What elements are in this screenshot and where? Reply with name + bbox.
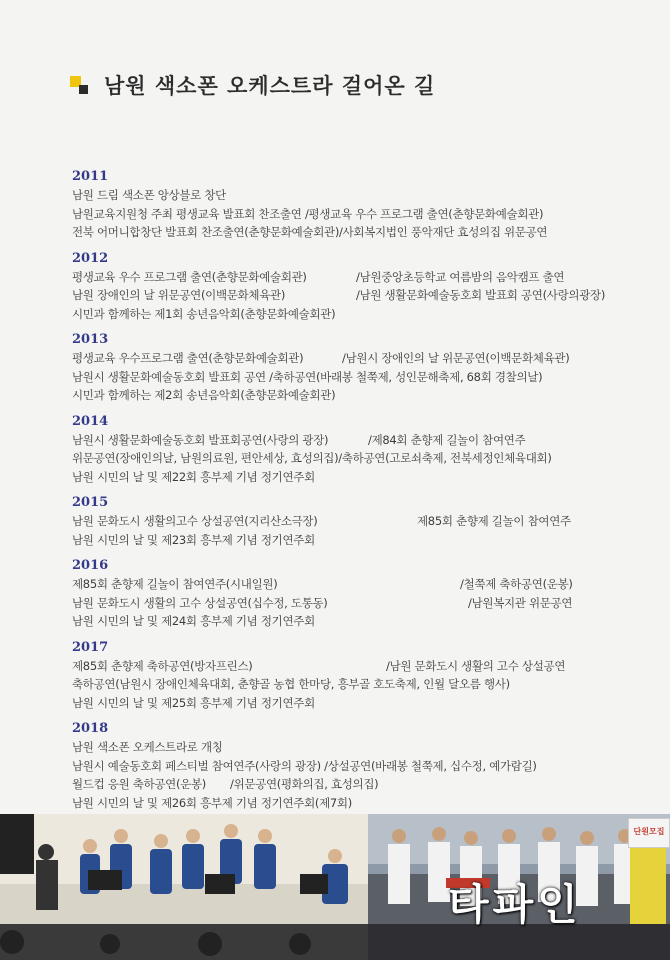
timeline-entry-text: 남원교육지원청 주최 평생교육 발표회 찬조출연 /평생교육 우수 프로그램 출연(춘향문화예술회관) bbox=[72, 206, 544, 221]
timeline-entry-text: /남원 생활문화예술동호회 발표회 공연(사랑의광장) bbox=[356, 288, 606, 302]
timeline-entry-text: 남원 시민의 날 및 제22회 흥부제 기념 정기연주회 bbox=[72, 469, 315, 484]
year-heading: 2017 bbox=[72, 639, 109, 655]
timeline-entry-text: 남원 문화도시 생활의 고수 상설공연(십수정, 도통동) bbox=[72, 595, 328, 610]
timeline-entry-text: 남원 장애인의 날 위문공연(이백문화체육관) bbox=[72, 288, 285, 302]
timeline-entry-text: 남원 색소폰 오케스트라로 개칭 bbox=[72, 740, 223, 754]
timeline-entry bbox=[72, 468, 632, 487]
timeline-entry-text: /남원 문화도시 생활의 고수 상설공연 bbox=[386, 658, 566, 673]
year-block-2016 bbox=[72, 557, 632, 631]
title-bullet-icon bbox=[70, 76, 92, 98]
timeline-entry bbox=[72, 657, 632, 676]
timeline-entry-text: 제85회 춘향제 축하공연(방자프린스) bbox=[72, 658, 253, 673]
year-block-2013 bbox=[72, 331, 632, 405]
timeline-entry bbox=[72, 286, 632, 305]
recruitment-sign: 단원모집 bbox=[628, 818, 670, 848]
timeline-entry-text: 시민과 함께하는 제1회 송년음악회(춘향문화예술회관) bbox=[72, 306, 336, 321]
timeline-entry bbox=[72, 575, 632, 594]
timeline-entry-text: 월드컵 응원 축하공연(운봉) bbox=[72, 777, 206, 791]
timeline-entry bbox=[72, 268, 632, 287]
timeline-entry-text: /남원시 장애인의 날 위문공연(이백문화체육관) bbox=[342, 351, 570, 365]
timeline-entry bbox=[72, 757, 632, 776]
timeline-entry-text: 남원시 생활문화예술동호회 발표회공연(사랑의 광장) bbox=[72, 432, 329, 447]
timeline-entry bbox=[72, 675, 632, 694]
year-block-2018 bbox=[72, 720, 632, 812]
timeline-entry-text: /남원복지관 위문공연 bbox=[468, 595, 573, 610]
timeline-entry-text: 남원 시민의 날 및 제25회 흥부제 기념 정기연주회 bbox=[72, 695, 315, 710]
year-block-2014 bbox=[72, 413, 632, 487]
year-block-2011 bbox=[72, 168, 632, 242]
timeline bbox=[72, 168, 632, 820]
timeline-entry bbox=[72, 794, 632, 813]
timeline-entry-text: 남원 시민의 날 및 제24회 흥부제 기념 정기연주회 bbox=[72, 614, 315, 628]
timeline-entry-text: /남원중앙초등학교 여름밤의 음악캠프 출연 bbox=[356, 269, 565, 284]
year-heading: 2016 bbox=[72, 558, 109, 573]
timeline-entry-text: 남원 문화도시 생활의고수 상설공연(지리산소극장) bbox=[72, 514, 318, 528]
year-heading: 2018 bbox=[72, 721, 109, 736]
year-block-2012 bbox=[72, 250, 632, 324]
timeline-entry bbox=[72, 531, 632, 550]
timeline-entry-text: /제84회 춘향제 길놀이 참여연주 bbox=[368, 432, 526, 447]
timeline-entry bbox=[72, 775, 632, 794]
timeline-entry bbox=[72, 186, 632, 205]
timeline-entry bbox=[72, 694, 632, 713]
timeline-entry-text: 위문공연(장애인의날, 남원의료원, 편안세상, 효성의집)/축하공연(고로쇠축제, 전북세정인체육대회) bbox=[72, 451, 552, 465]
timeline-entry-text: 시민과 함께하는 제2회 송년음악회(춘향문화예술회관) bbox=[72, 388, 336, 402]
year-heading: 2015 bbox=[72, 495, 109, 510]
timeline-entry-text: /철쭉제 축하공연(운봉) bbox=[460, 577, 573, 591]
timeline-entry-text: /위문공연(평화의집, 효성의집) bbox=[230, 777, 379, 791]
year-heading: 2014 bbox=[72, 413, 109, 429]
timeline-entry-text: 축하공연(남원시 장애인체육대회, 춘향골 농협 한마당, 흥부골 호도축제, 인월 달오름 행사) bbox=[72, 677, 510, 691]
timeline-entry bbox=[72, 431, 632, 450]
timeline-entry bbox=[72, 449, 632, 468]
timeline-entry-text: 전북 어머니합창단 발표회 찬조출연(춘향문화예술회관)/사회복지법인 풍악재단 효성의집 위문공연 bbox=[72, 225, 548, 239]
timeline-entry bbox=[72, 594, 632, 613]
timeline-entry bbox=[72, 349, 632, 368]
tapain-logo: 타파인 bbox=[448, 880, 582, 929]
year-heading: 2013 bbox=[72, 332, 109, 347]
year-block-2015 bbox=[72, 494, 632, 549]
page-title: 남원 색소폰 오케스트라 걸어온 길 bbox=[104, 74, 436, 98]
timeline-entry-text: 남원 시민의 날 및 제23회 흥부제 기념 정기연주회 bbox=[72, 532, 315, 547]
timeline-entry-text: 남원 시민의 날 및 제26회 흥부제 기념 정기연주회(제7회) bbox=[72, 795, 352, 810]
timeline-entry bbox=[72, 612, 632, 631]
timeline-entry-text: 제85회 춘향제 길놀이 참여연주(시내일원) bbox=[72, 577, 278, 591]
timeline-entry-text: 제85회 춘향제 길놀이 참여연주 bbox=[417, 514, 571, 528]
timeline-entry bbox=[72, 205, 632, 224]
timeline-entry bbox=[72, 223, 632, 242]
timeline-entry-text: 평생교육 우수프로그램 출연(춘향문화예술회관) bbox=[72, 351, 304, 365]
timeline-entry bbox=[72, 512, 632, 531]
timeline-entry-text: 남원 드림 색소폰 앙상블로 창단 bbox=[72, 188, 226, 202]
timeline-entry bbox=[72, 305, 632, 324]
year-block-2017 bbox=[72, 639, 632, 713]
timeline-entry-text: 평생교육 우수 프로그램 출연(춘향문화예술회관) bbox=[72, 269, 307, 284]
timeline-entry bbox=[72, 368, 632, 387]
indoor-performance-photo bbox=[0, 814, 368, 960]
timeline-entry bbox=[72, 386, 632, 405]
timeline-entry-text: 남원시 생활문화예술동호회 발표회 공연 /축하공연(바래봉 철쭉제, 성인문해축제, 68회 경찰의날) bbox=[72, 369, 543, 384]
year-heading: 2012 bbox=[72, 250, 109, 266]
timeline-entry-text: 남원시 예술동호회 페스티벌 참여연주(사랑의 광장) /상설공연(바래봉 철쭉제, 십수정, 예가람길) bbox=[72, 758, 537, 773]
timeline-entry bbox=[72, 738, 632, 757]
year-heading: 2011 bbox=[72, 169, 109, 184]
